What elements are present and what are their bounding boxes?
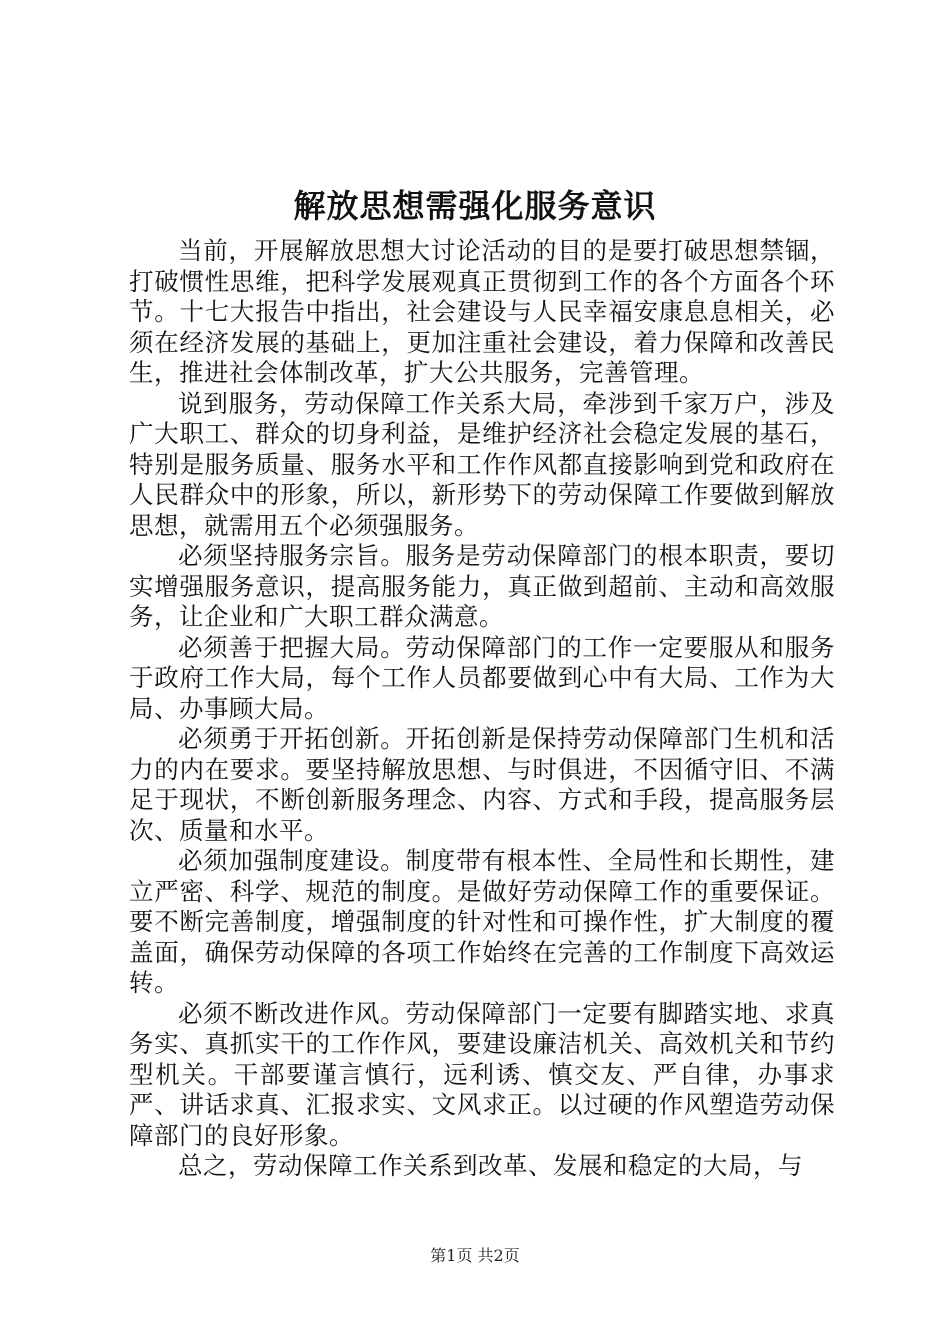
paragraph: 必须善于把握大局。劳动保障部门的工作一定要服从和服务于政府工作大局，每个工作人员都要做到心中有大局、工作为大局、办事顾大局。 xyxy=(129,632,835,723)
paragraph: 必须加强制度建设。制度带有根本性、全局性和长期性，建立严密、科学、规范的制度。是做好劳动保障工作的重要保证。要不断完善制度，增强制度的针对性和可操作性，扩大制度的覆盖面，确保劳动保障的各项工作始终在完善的工作制度下高效运转。 xyxy=(129,846,835,997)
document-body xyxy=(129,236,835,1182)
page-number-footer: 第1页 共2页 xyxy=(430,1246,520,1265)
paragraph: 说到服务，劳动保障工作关系大局，牵涉到千家万户，涉及广大职工、群众的切身利益，是维护经济社会稳定发展的基石，特别是服务质量、服务水平和工作作风都直接影响到党和政府在人民群众中的形象，所以，新形势下的劳动保障工作要做到解放思想，就需用五个必须强服务。 xyxy=(129,388,835,540)
paragraph: 总之，劳动保障工作关系到改革、发展和稳定的大局，与 xyxy=(178,1151,803,1180)
paragraph: 当前，开展解放思想大讨论活动的目的是要打破思想禁锢，打破惯性思维，把科学发展观真正贯彻到工作的各个方面各个环节。十七大报告中指出，社会建设与人民幸福安康息息相关，必须在经济发展的基础上，更加注重社会建设，着力保障和改善民生，推进社会体制改革，扩大公共服务，完善管理。 xyxy=(129,236,835,387)
document-title: 解放思想需强化服务意识 xyxy=(293,187,657,225)
paragraph: 必须不断改进作风。劳动保障部门一定要有脚踏实地、求真务实、真抓实干的工作作风，要建设廉洁机关、高效机关和节约型机关。干部要谨言慎行，远利诱、慎交友、严自律，办事求严、讲话求真、汇报求实、文风求正。以过硬的作风塑造劳动保障部门的良好形象。 xyxy=(129,998,835,1150)
paragraph: 必须勇于开拓创新。开拓创新是保持劳动保障部门生机和活力的内在要求。要坚持解放思想、与时俱进，不因循守旧、不满足于现状，不断创新服务理念、内容、方式和手段，提高服务层次、质量和水平。 xyxy=(129,724,835,845)
paragraph: 必须坚持服务宗旨。服务是劳动保障部门的根本职责，要切实增强服务意识，提高服务能力，真正做到超前、主动和高效服务，让企业和广大职工群众满意。 xyxy=(129,541,835,631)
